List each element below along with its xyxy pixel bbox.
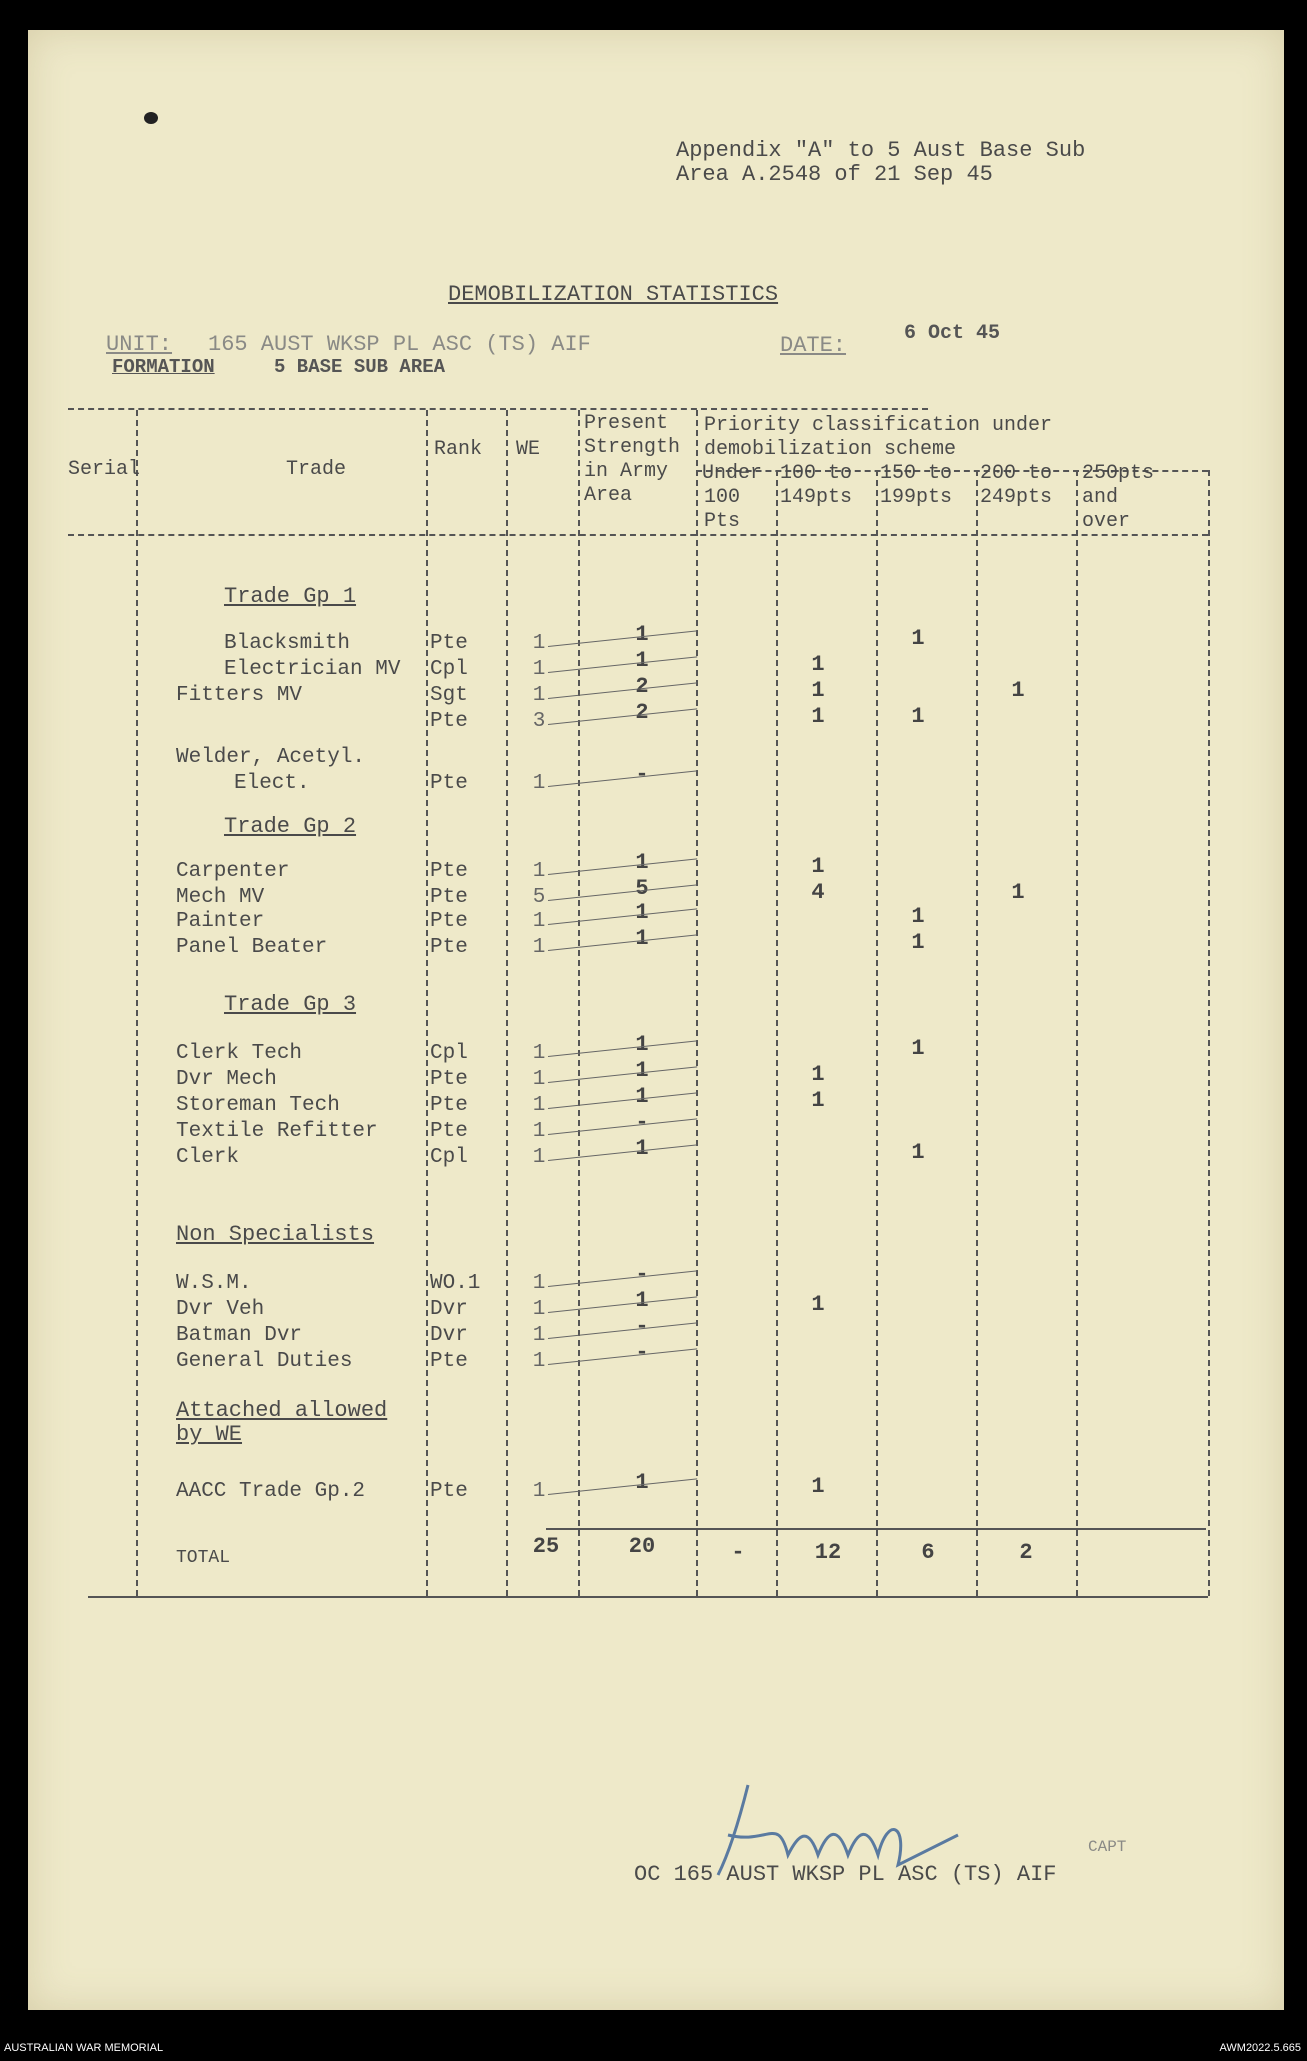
col-c3-2: 199pts [880,486,953,509]
row-we: 1 [532,1298,546,1321]
row-rank: Pte [430,1068,468,1091]
col-c5-2: and [1082,486,1119,509]
col-serial: Serial [68,458,141,481]
row-we: 1 [532,936,546,959]
row-rank: Pte [430,886,468,909]
row-present: 1 [635,900,649,925]
group-trade-gp-3: Trade Gp 3 [224,992,357,1017]
row-rank: Dvr [430,1298,468,1321]
document-page [28,30,1284,2010]
group-trade-gp-1: Trade Gp 1 [224,584,357,609]
appendix-line-2: Area A.2548 of 21 Sep 45 [676,162,993,187]
col-c1-3: Pts [704,510,741,533]
row-c2: 1 [811,678,825,703]
row-rank: Pte [430,936,468,959]
col-rank: Rank [434,438,483,461]
row-we: 1 [532,860,546,883]
row-we: 1 [532,1042,546,1065]
row-trade: Elect. [234,772,310,795]
row-c4: 1 [1011,880,1025,905]
row-present: 2 [635,700,649,725]
row-trade: Fitters MV [176,684,303,707]
row-present: - [635,1340,649,1365]
row-present: - [635,1110,649,1135]
row-trade: Carpenter [176,860,290,883]
row-we: 1 [532,772,546,795]
row-present: 1 [635,648,649,673]
formation-label: FORMATION [112,356,215,378]
row-we: 1 [532,1068,546,1091]
date-value: 6 Oct 45 [904,322,1001,345]
row-we: 3 [532,710,546,733]
row-c2: 4 [811,880,825,905]
row-trade: Blacksmith [224,632,351,655]
row-c3: 1 [911,904,925,929]
row-rank: Pte [430,1480,468,1503]
row-present: - [635,1262,649,1287]
group-attached-2: by WE [176,1422,243,1447]
group-trade-gp-2: Trade Gp 2 [224,814,357,839]
total-c1: - [731,1540,745,1565]
col-c5-1: 250pts [1082,462,1155,485]
col-present-3: in Army [584,460,669,483]
row-c2: 1 [811,1292,825,1317]
row-rank: Pte [430,1350,468,1373]
row-rank: Pte [430,632,468,655]
col-priority-1: Priority classification under [704,414,1053,437]
row-we: 1 [532,1480,546,1503]
ink-blot [144,112,158,124]
total-c3: 6 [921,1540,935,1565]
row-rank: Pte [430,1094,468,1117]
row-c4: 1 [1011,678,1025,703]
footer-left: AUSTRALIAN WAR MEMORIAL [4,2042,164,2054]
row-present: 1 [635,1032,649,1057]
row-trade: General Duties [176,1350,353,1373]
row-rank: Cpl [430,1146,468,1169]
row-rank: Pte [430,910,468,933]
row-we: 1 [532,1146,546,1169]
row-trade: Textile Refitter [176,1120,378,1143]
col-c5-3: over [1082,510,1131,533]
row-present: 1 [635,850,649,875]
group-non-specialists: Non Specialists [176,1222,375,1247]
col-c2-1: 100 to [780,462,853,485]
row-c3: 1 [911,626,925,651]
row-rank: Pte [430,1120,468,1143]
group-attached-1: Attached allowed [176,1398,388,1423]
row-present: 1 [635,1136,649,1161]
row-trade: Welder, Acetyl. [176,746,366,769]
row-trade: Mech MV [176,886,265,909]
formation-value: 5 BASE SUB AREA [274,356,446,378]
total-present: 20 [628,1534,656,1559]
row-we: 1 [532,684,546,707]
row-rank: Pte [430,860,468,883]
col-c4-1: 200 to [980,462,1053,485]
row-we: 1 [532,658,546,681]
appendix-line-1: Appendix "A" to 5 Aust Base Sub [676,138,1086,163]
row-trade: Painter [176,910,265,933]
row-present: 1 [635,926,649,951]
col-priority-2: demobilization scheme [704,438,957,461]
row-trade: Electrician MV [224,658,401,681]
row-we: 1 [532,910,546,933]
row-present: 1 [635,1470,649,1495]
row-trade: Storeman Tech [176,1094,340,1117]
row-rank: Cpl [430,658,468,681]
col-c1-2: 100 [704,486,741,509]
row-c2: 1 [811,704,825,729]
row-we: 1 [532,632,546,655]
row-present: - [635,762,649,787]
row-trade: Batman Dvr [176,1324,303,1347]
unit-value: 165 AUST WKSP PL ASC (TS) AIF [208,332,591,357]
total-we: 25 [532,1534,560,1559]
unit-label: UNIT: [106,332,173,357]
row-trade: Clerk Tech [176,1042,303,1065]
row-we: 1 [532,1120,546,1143]
document-title: DEMOBILIZATION STATISTICS [448,282,779,307]
row-rank: Pte [430,772,468,795]
row-trade: W.S.M. [176,1272,252,1295]
row-rank: Dvr [430,1324,468,1347]
col-c2-2: 149pts [780,486,853,509]
row-present: 5 [635,876,649,901]
col-present-4: Area [584,484,633,507]
row-trade: Dvr Mech [176,1068,277,1091]
total-c4: 2 [1019,1540,1033,1565]
row-c2: 1 [811,854,825,879]
row-c2: 1 [811,1088,825,1113]
row-rank: Sgt [430,684,468,707]
row-rank: Cpl [430,1042,468,1065]
row-rank: Pte [430,710,468,733]
row-c2: 1 [811,652,825,677]
col-present-1: Present [584,412,669,435]
col-we: WE [516,438,541,461]
row-present: 2 [635,674,649,699]
row-present: - [635,1314,649,1339]
row-rank: WO.1 [430,1272,481,1295]
row-we: 1 [532,1094,546,1117]
row-trade: Dvr Veh [176,1298,265,1321]
row-trade: Panel Beater [176,936,328,959]
row-c3: 1 [911,1036,925,1061]
row-we: 1 [532,1324,546,1347]
row-we: 1 [532,1350,546,1373]
row-c3: 1 [911,930,925,955]
col-trade: Trade [286,458,347,481]
row-we: 5 [532,886,546,909]
footer-right: AWM2022.5.665 [1219,2042,1301,2054]
col-c4-2: 249pts [980,486,1053,509]
col-present-2: Strength [584,436,681,459]
row-present: 1 [635,1084,649,1109]
total-label: TOTAL [176,1548,231,1568]
row-c2: 1 [811,1474,825,1499]
col-c1-1: Under [702,462,763,485]
signature-rank: CAPT [1088,1838,1127,1856]
total-c2: 12 [814,1540,842,1565]
row-c3: 1 [911,1140,925,1165]
row-present: 1 [635,622,649,647]
date-label: DATE: [780,333,847,358]
row-c3: 1 [911,704,925,729]
row-we: 1 [532,1272,546,1295]
row-present: 1 [635,1288,649,1313]
row-present: 1 [635,1058,649,1083]
row-trade: AACC Trade Gp.2 [176,1480,366,1503]
row-trade: Clerk [176,1146,240,1169]
signature-line: OC 165 AUST WKSP PL ASC (TS) AIF [634,1862,1057,1887]
row-c2: 1 [811,1062,825,1087]
col-c3-1: 150 to [880,462,953,485]
